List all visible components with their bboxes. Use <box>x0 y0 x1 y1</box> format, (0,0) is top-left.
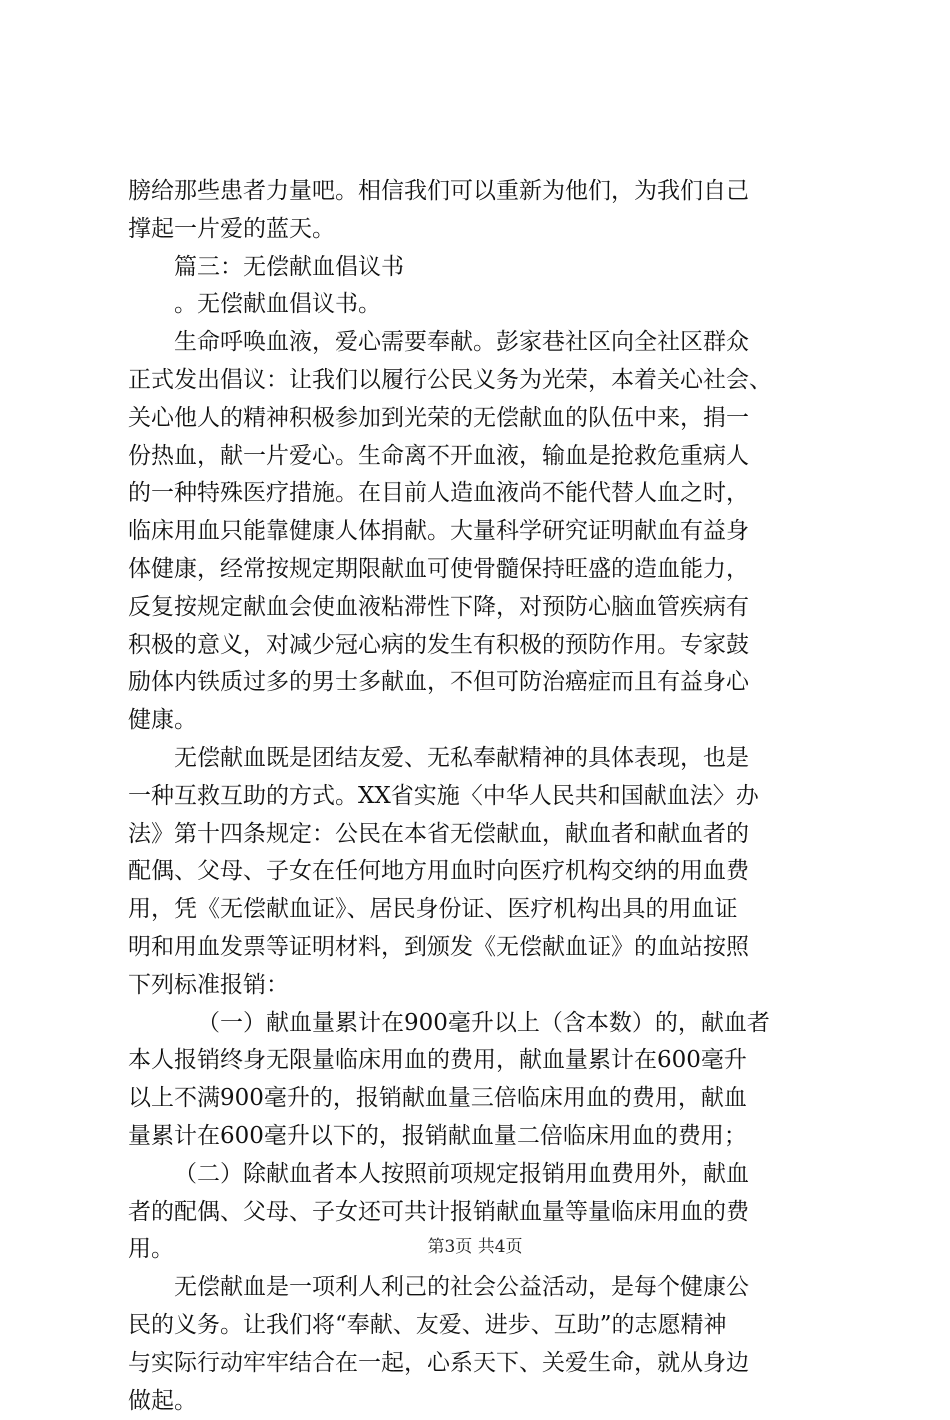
list-item: （二）除献血者本人按照前项规定报销用血费用外，献血 <box>128 1156 828 1194</box>
text-line: 以上不满900毫升的，报销献血量三倍临床用血的费用，献血 <box>128 1080 828 1118</box>
text-line: 临床用血只能靠健康人体捐献。大量科学研究证明献血有益身 <box>128 513 828 551</box>
page-number-footer: 第3页 共4页 <box>0 1235 950 1259</box>
text-line: 健康。 <box>128 702 828 740</box>
text-line: 下列标准报销： <box>128 967 828 1005</box>
document-body <box>128 173 828 1420</box>
text-line: 者的配偶、父母、子女还可共计报销献血量等量临床用血的费 <box>128 1194 828 1232</box>
text-line: 反复按规定献血会使血液粘滞性下降，对预防心脑血管疾病有 <box>128 589 828 627</box>
list-item: （一）献血量累计在900毫升以上（含本数）的，献血者 <box>128 1005 828 1043</box>
section-heading: 篇三：无偿献血倡议书 <box>128 249 828 287</box>
text-line: 民的义务。让我们将“奉献、友爱、进步、互助”的志愿精神 <box>128 1307 828 1345</box>
text-line: 积极的意义，对减少冠心病的发生有积极的预防作用。专家鼓 <box>128 627 828 665</box>
text-line: 与实际行动牢牢结合在一起，心系天下、关爱生命，就从身边 <box>128 1345 828 1383</box>
text-line: 关心他人的精神积极参加到光荣的无偿献血的队伍中来，捐一 <box>128 400 828 438</box>
text-line: 用。 <box>128 1231 828 1269</box>
text-line: 明和用血发票等证明材料，到颁发《无偿献血证》的血站按照 <box>128 929 828 967</box>
document-title: 。无偿献血倡议书。 <box>128 286 828 324</box>
text-line: 撑起一片爱的蓝天。 <box>128 211 828 249</box>
text-line: 配偶、父母、子女在任何地方用血时向医疗机构交纳的用血费 <box>128 853 828 891</box>
text-line: 无偿献血既是团结友爱、无私奉献精神的具体表现，也是 <box>128 740 828 778</box>
text-line: 无偿献血是一项利人利己的社会公益活动，是每个健康公 <box>128 1269 828 1307</box>
text-line: 做起。 <box>128 1383 828 1420</box>
text-line: 膀给那些患者力量吧。相信我们可以重新为他们，为我们自己 <box>128 173 828 211</box>
text-line: 一种互救互助的方式。XX省实施〈中华人民共和国献血法〉办 <box>128 778 828 816</box>
text-line: 份热血，献一片爱心。生命离不开血液，输血是抢救危重病人 <box>128 438 828 476</box>
text-line: 励体内铁质过多的男士多献血，不但可防治癌症而且有益身心 <box>128 664 828 702</box>
text-line: 的一种特殊医疗措施。在目前人造血液尚不能代替人血之时， <box>128 475 828 513</box>
text-line: 用，凭《无偿献血证》、居民身份证、医疗机构出具的用血证 <box>128 891 828 929</box>
text-line: 正式发出倡议：让我们以履行公民义务为光荣，本着关心社会、 <box>128 362 828 400</box>
text-line: 生命呼唤血液，爱心需要奉献。彭家巷社区向全社区群众 <box>128 324 828 362</box>
text-line: 本人报销终身无限量临床用血的费用，献血量累计在600毫升 <box>128 1042 828 1080</box>
text-line: 法》第十四条规定：公民在本省无偿献血，献血者和献血者的 <box>128 816 828 854</box>
text-line: 体健康，经常按规定期限献血可使骨髓保持旺盛的造血能力， <box>128 551 828 589</box>
text-line: 量累计在600毫升以下的，报销献血量二倍临床用血的费用； <box>128 1118 828 1156</box>
